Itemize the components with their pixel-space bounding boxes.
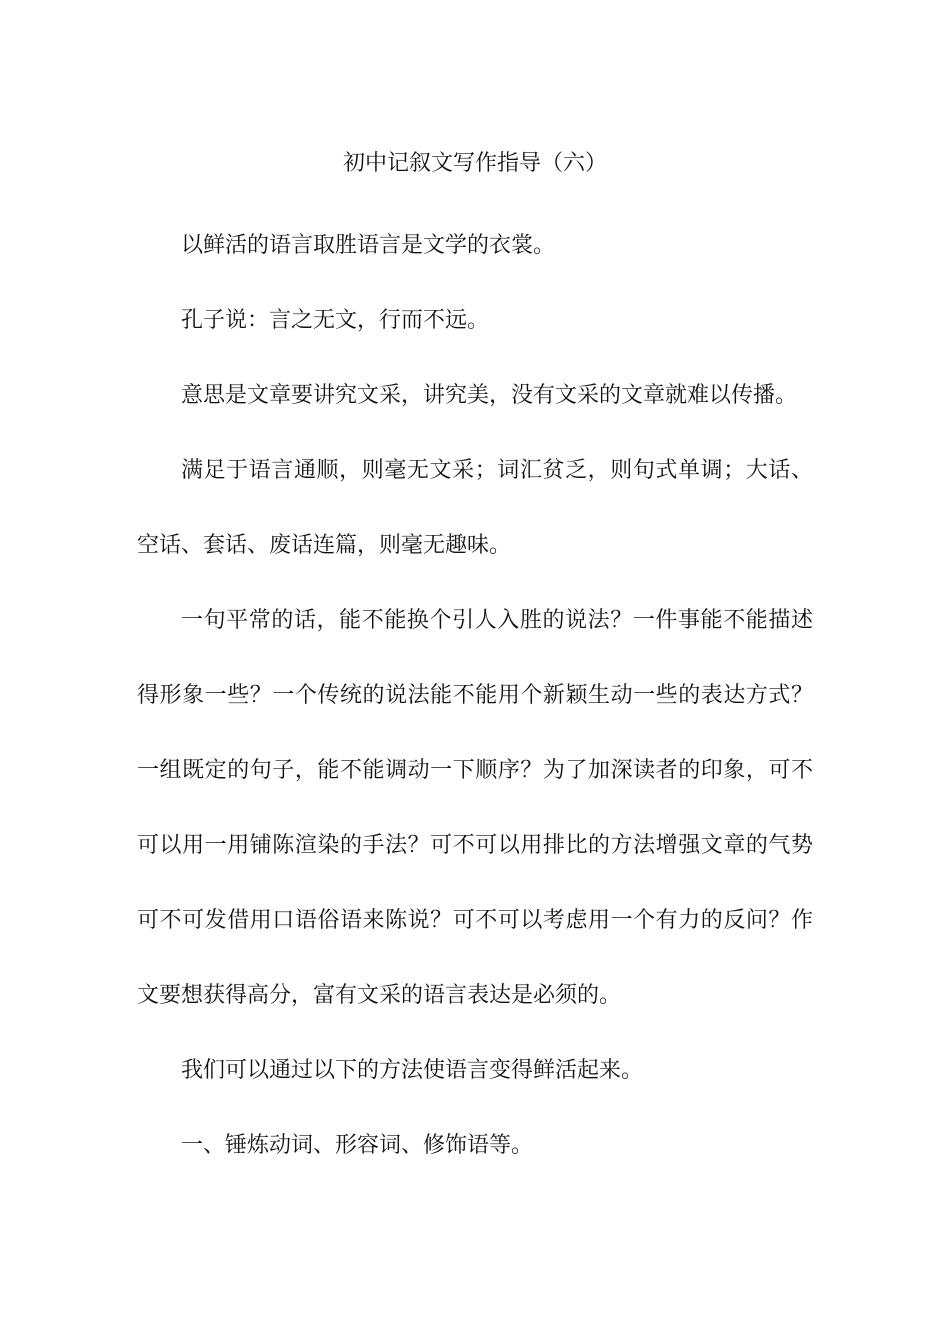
paragraph-2: 孔子说：言之无文，行而不远。	[181, 308, 490, 333]
paragraph-1: 以鲜活的语言取胜语言是文学的衣裳。	[181, 233, 556, 258]
paragraph-6: 我们可以通过以下的方法使语言变得鲜活起来。	[181, 1058, 644, 1083]
paragraph-3: 意思是文章要讲究文采，讲究美，没有文采的文章就难以传播。	[181, 383, 798, 408]
paragraph-7: 一、锤炼动词、形容词、修饰语等。	[181, 1133, 534, 1158]
paragraph-4: 满足于语言通顺，则毫无文采；词汇贫乏，则句式单调；大话、空话、套话、废话连篇，则毫无趣味。	[137, 458, 813, 558]
paragraph-5: 一句平常的话，能不能换个引人入胜的说法？一件事能不能描述得形象一些？一个传统的说法能不能用个新颖生动一些的表达方式？一组既定的句子，能不能调动一下顺序？为了加深读者的印象，可不可以用一用铺陈渲染的手法？可不可以用排比的方法增强文章的气势可不可发借用口语俗语来陈说？可不可以考虑用一个有力的反问？作文要想获得高分，富有文采的语言表达是必须的。	[137, 608, 813, 1008]
document-title: 初中记叙文写作指导（六）	[342, 151, 607, 176]
document-body	[137, 208, 813, 1183]
